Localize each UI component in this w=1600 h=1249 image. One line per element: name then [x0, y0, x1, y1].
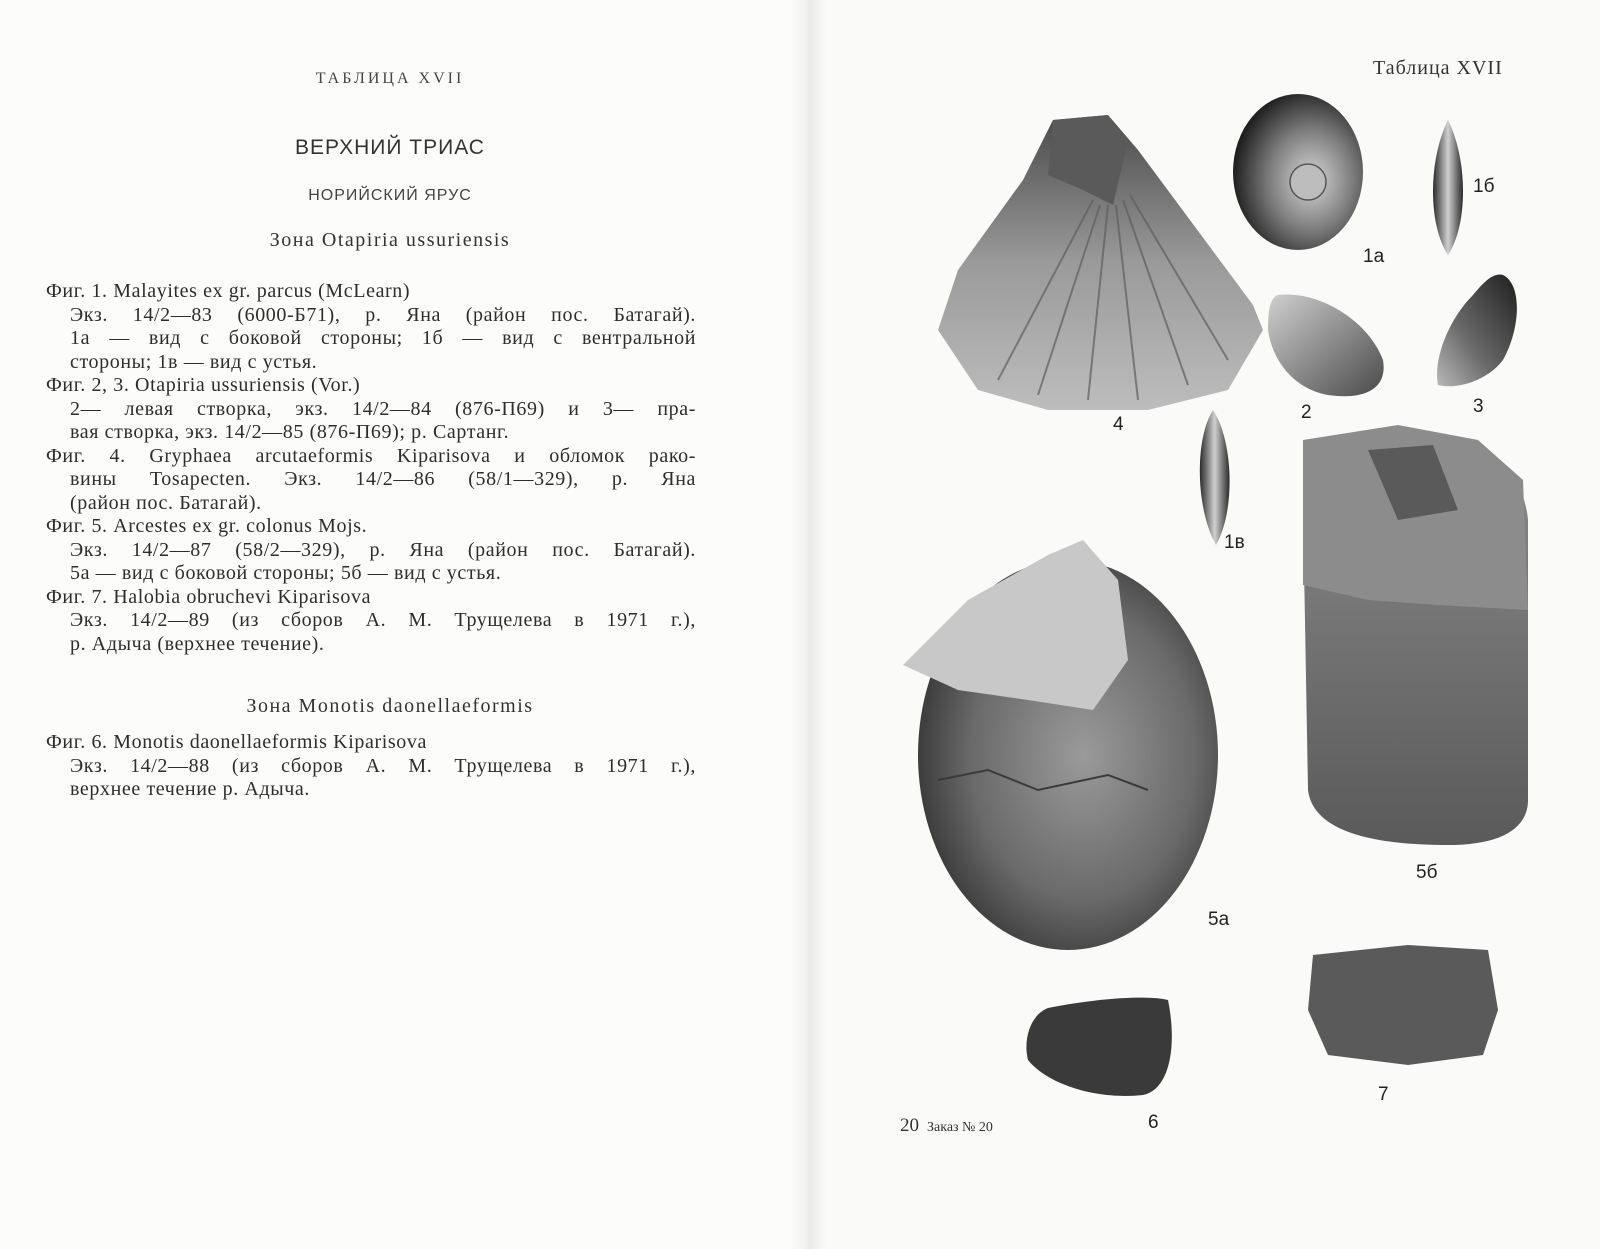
specimen-label-5a: 5а [1208, 909, 1230, 930]
caption-line: Экз. 14/2—88 (из сборов А. М. Трущелева в 1971 г.), [70, 754, 696, 777]
caption-line: Экз. 14/2—89 (из сборов А. М. Трущелева в 1971 г.), [70, 609, 696, 631]
specimen-1v-aperture [1200, 410, 1230, 545]
specimen-label-5b: 5б [1416, 862, 1438, 883]
caption-line: р. Адыча (верхнее течение). [70, 632, 325, 655]
specimen-label-1v: 1в [1224, 532, 1245, 553]
specimen-7-halobia [1308, 945, 1498, 1065]
specimen-label-6: 6 [1148, 1112, 1159, 1133]
specimen-5b-aperture [1303, 425, 1528, 845]
specimen-label-3: 3 [1473, 396, 1484, 417]
figure-captions-zone1 [46, 280, 696, 656]
zone-title-monotis: Зона Monotis daonellaeformis [246, 695, 534, 717]
period-title: ВЕРХНИЙ ТРИАС [295, 136, 485, 159]
footer-page-number: 20 [900, 1115, 919, 1136]
caption-line: 2— левая створка, экз. 14/2—84 (876-П69) и 3— пра- [70, 397, 696, 420]
specimen-5a-lateral [903, 540, 1218, 950]
plate-label: ТАБЛИЦА XVII [315, 70, 465, 87]
specimen-2-valve [1268, 294, 1384, 396]
specimen-1a-ammonite [1233, 94, 1363, 250]
figure-caption-6 [46, 731, 696, 802]
figure-heading: Фиг. 1. Malayites ex gr. parcus (McLearn) [46, 280, 411, 302]
caption-line: (район пос. Батагай). [70, 491, 262, 514]
figure-heading: Фиг. 2, 3. Otapiria ussuriensis (Vor.) [46, 374, 361, 396]
figure-captions-zone2 [46, 731, 696, 802]
figure-caption-2-3 [46, 374, 696, 445]
figure-caption-5 [46, 515, 696, 586]
footer-signature [900, 1115, 993, 1137]
caption-line: Экз. 14/2—83 (6000-Б71), р. Яна (район пос. Батагай). [70, 303, 696, 326]
specimen-6-monotis [1026, 998, 1171, 1096]
fossil-plate [808, 0, 1600, 1249]
caption-line: вины Tosapecten. Экз. 14/2—86 (58/1—329), р. Яна [70, 468, 696, 490]
caption-line: 1а — вид с боковой стороны; 1б — вид с вентральной [70, 327, 696, 349]
zone-title-otapiria: Зона Otapiria ussuriensis [269, 229, 511, 251]
figure-caption-1 [46, 280, 696, 374]
caption-line: вая створка, экз. 14/2—85 (876-П69); р. Сартанг. [70, 421, 510, 443]
specimen-label-1b: 1б [1473, 176, 1495, 197]
right-page-plate [808, 0, 1600, 1249]
book-gutter-shadow [790, 0, 826, 1249]
specimen-label-7: 7 [1378, 1084, 1389, 1105]
figure-heading: Фиг. 4. Gryphaea arcutaeformis Kiparisova и обломок рако- [46, 444, 696, 467]
caption-line: стороны; 1в — вид с устья. [70, 350, 318, 373]
specimen-4-shell [938, 115, 1263, 410]
plate-title: Таблица XVII [1373, 57, 1503, 79]
caption-line: верхнее течение р. Адыча. [70, 778, 310, 800]
figure-caption-4 [46, 445, 696, 516]
stage-title: НОРИЙСКИЙ ЯРУС [308, 187, 472, 204]
specimen-label-2: 2 [1301, 402, 1312, 423]
figure-caption-7 [46, 586, 696, 657]
specimen-label-1a: 1а [1363, 246, 1385, 267]
figure-heading: Фиг. 6. Monotis daonellaeformis Kiparisova [46, 731, 427, 753]
specimen-1b-ventral [1433, 120, 1463, 255]
caption-line: 5а — вид с боковой стороны; 5б — вид с устья. [70, 562, 502, 584]
specimen-3-valve [1437, 275, 1517, 387]
footer-order-number: Заказ № 20 [927, 1120, 993, 1135]
specimen-label-4: 4 [1113, 414, 1124, 435]
figure-heading: Фиг. 5. Arcestes ex gr. colonus Mojs. [46, 515, 368, 537]
caption-line: Экз. 14/2—87 (58/2—329), р. Яна (район пос. Батагай). [70, 538, 696, 561]
figure-heading: Фиг. 7. Halobia obruchevi Kiparisova [46, 585, 372, 608]
